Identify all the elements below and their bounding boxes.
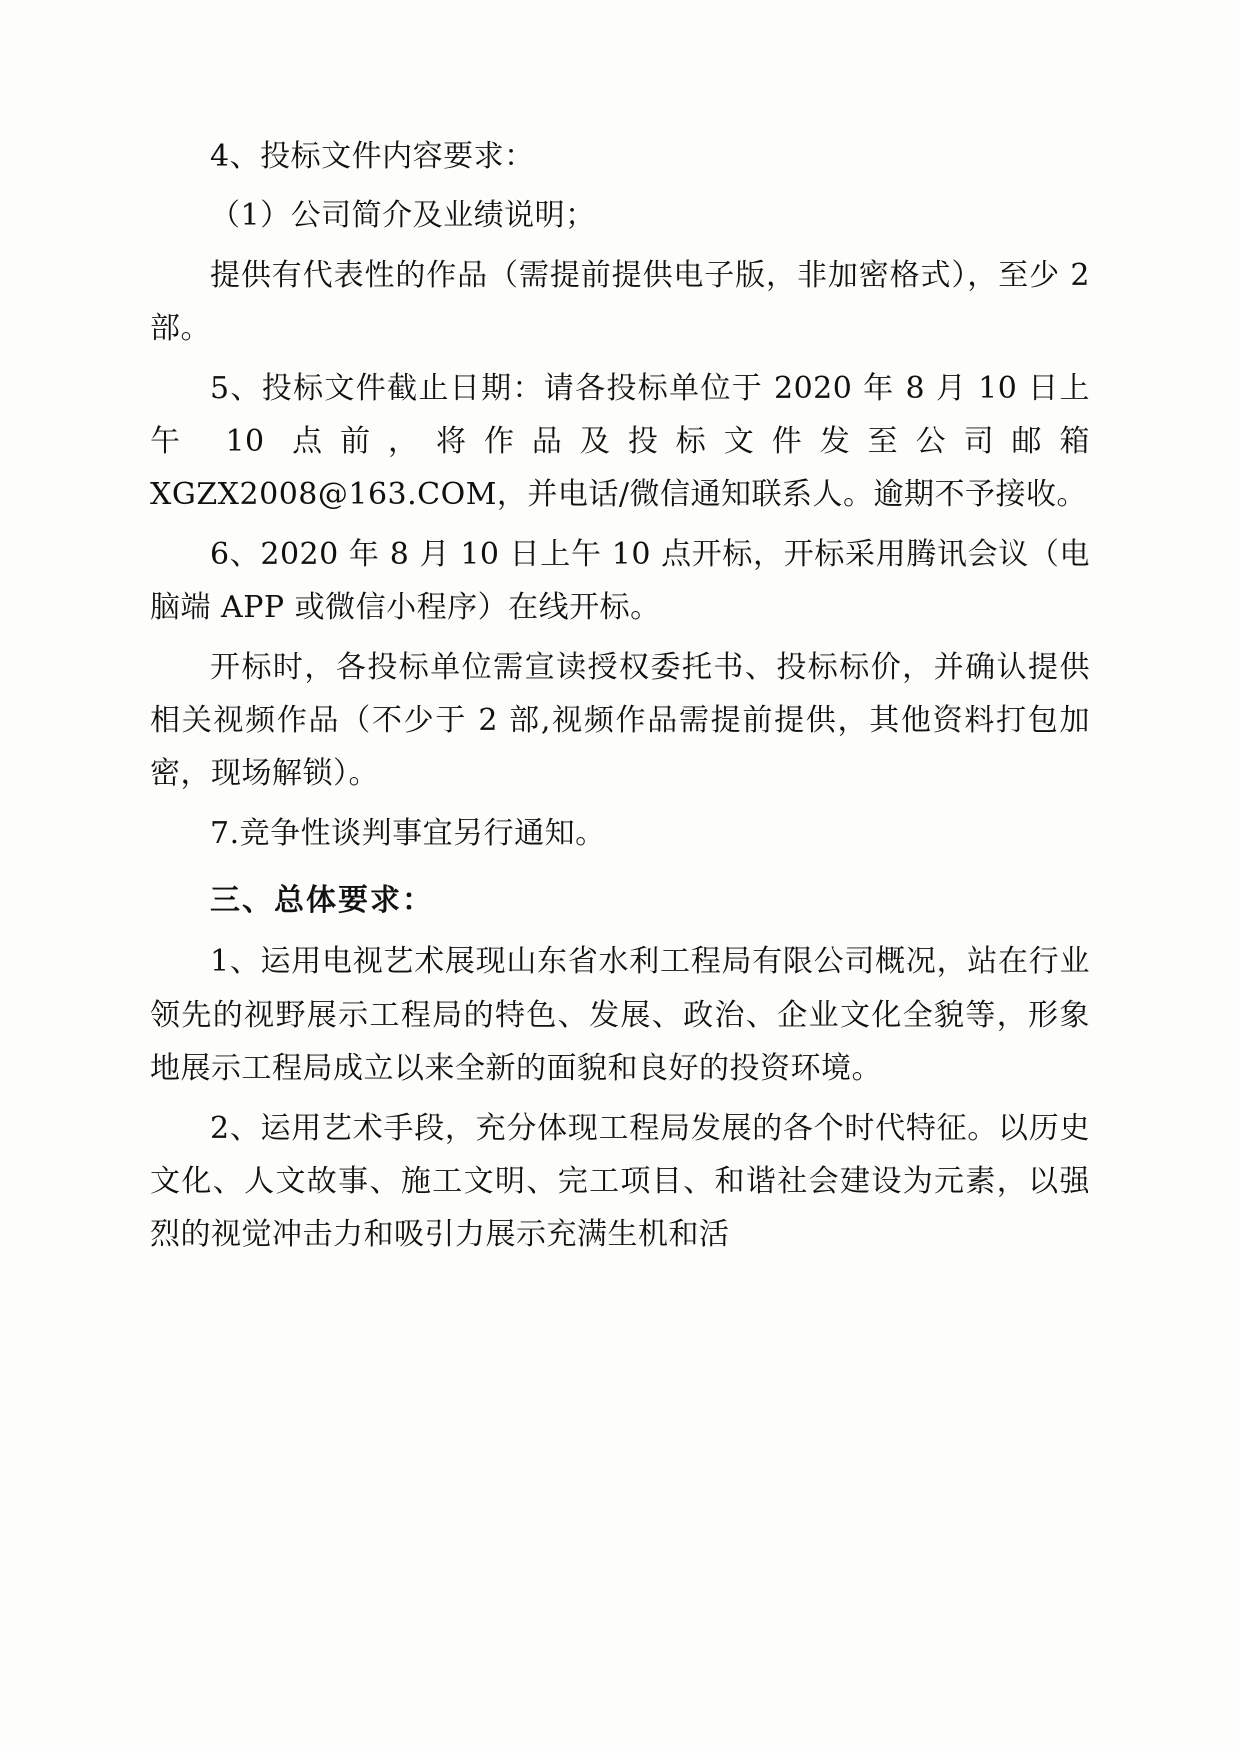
paragraph-item-6: 6、2020 年 8 月 10 日上午 10 点开标，开标采用腾讯会议（电脑端 APP 或微信小程序）在线开标。 [150,536,1090,626]
paragraph-item-6-detail: 开标时，各投标单位需宣读授权委托书、投标标价，并确认提供相关视频作品（不少于 2 部,视频作品需提前提供，其他资料打包加密，现场解锁）。 [150,649,1090,792]
paragraph-item-4: 4、投标文件内容要求： [210,139,535,174]
heading-section-three: 三、总体要求： [210,883,434,919]
paragraph-item-5: 5、投标文件截止日期：请各投标单位于 2020 年 8 月 10 日上午 10 点前，将作品及投标文件发至公司邮箱 XGZX2008@163.COM，并电话/微信通知联系人。逾期不予接收。 [150,370,1090,513]
paragraph-requirement-1: 1、运用电视艺术展现山东省水利工程局有限公司概况，站在行业领先的视野展示工程局的特色、发展、政治、企业文化全貌等，形象地展示工程局成立以来全新的面貌和良好的投资环境。 [150,944,1090,1087]
paragraph-item-4-1: （1）公司简介及业绩说明； [210,198,596,234]
paragraph-item-7: 7.竞争性谈判事宜另行通知。 [210,815,606,851]
paragraph-item-4-1-detail: 提供有代表性的作品（需提前提供电子版，非加密格式），至少 2 部。 [150,257,1090,347]
document-body [150,130,1090,1262]
paragraph-requirement-2: 2、运用艺术手段，充分体现工程局发展的各个时代特征。以历史文化、人文故事、施工文明、完工项目、和谐社会建设为元素，以强烈的视觉冲击力和吸引力展示充满生机和活 [150,1110,1090,1253]
